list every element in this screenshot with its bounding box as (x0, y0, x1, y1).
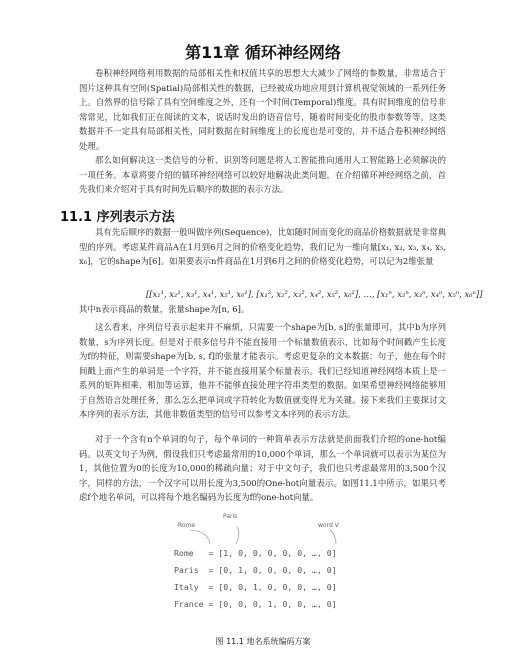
sequence-paragraph-2: 其中n表示商品的数量，张量shape为[n, 6]。 (79, 304, 250, 314)
sequence-paragraph-1: 具有先后顺序的数据一般叫做序列(Sequence)，比如随时间而变化的商品价格数据就是非常典型的序列。考虑某件商品A在1月到6月之间的价格变化趋势，我们记为一维向量[x₁, x₂, x₃, x₄, x₅, x₆]，它的shape为[6]。如果要表示n件商品在1月到6月之间的价格变化趋势，可以记为2维张量 (79, 227, 446, 266)
chapter-title: 第11章 循环神经网络 (185, 43, 341, 62)
intro-paragraph-2: 那么如何解决这一类信号的分析、识别等问题是将人工智能推向通用人工智能路上必须解决的一项任务。本章将要介绍的循环神经网络可以较好地解决此类问题。在介绍循环神经网络之前，首先我们来介绍对于具有时间先后顺序的数据的表示方法。 (79, 155, 446, 194)
tensor-formula: [[x₁¹, x₂¹, x₃¹, x₄¹, x₅¹, x₆¹], [x₁², x₂², x₃², x₄², x₅², x₆²], …, [x₁ⁿ, x₂ⁿ, x₃ⁿ, x₄ⁿ, x₅ⁿ, x₆ⁿ]] (146, 289, 483, 299)
figure-caption: 图 11.1 地名系统编码方案 (215, 637, 311, 646)
vector-row-rome: Rome = [1, 0, 0, 0, 0, 0, …, 0] (174, 548, 337, 558)
intro-paragraph-1: 卷积神经网络利用数据的局部相关性和权值共享的思想大大减少了网络的参数量，非常适合于图片这种具有空间(Spatial)局部相关性的数据，已经被成功地应用到计算机视觉领域的一系列任务上。自然界的信号除了具有空间维度之外，还有一个时间(Temporal)维度。具有时间维度的信号非常常见，比如我们正在阅读的文本，说话时发出的语音信号，随着时间变化的股市参数等等。这类数据并不一定具有局部相关性，同时数据在时间维度上的长度也是可变的，并不适合卷积神经网络处理。 (79, 68, 446, 151)
rome-tag: Rome (178, 522, 196, 529)
section-title: 11.1 序列表示方法 (60, 210, 175, 225)
word-v-tag: word V (318, 522, 339, 529)
vector-row-paris: Paris = [0, 1, 0, 0, 0, 0, …, 0] (174, 565, 337, 575)
sequence-paragraph-4: 对于一个含有n个单词的句子，每个单词的一种简单表示方法就是前面我们介绍的one-hot编码。以英文句子为例，假设我们只考虑最常用的10,000个单词，那么一个单词就可以表示为某位为1，其他位置为0的长度为10,000的稀疏向量；对于中文句子，我们也只考虑最常用的3,500个汉字，同样的方法，一个汉字可以用长度为3,500的One-hot向量表示。如图11.1中所示，如果只考虑f个地名单词，可以将每个地名编码为长度为f的one-hot向量。 (79, 434, 446, 502)
paris-tag: Paris (223, 513, 238, 520)
one-hot-figure (168, 513, 368, 615)
figure-pointer-lines (168, 527, 368, 549)
vector-row-france: France = [0, 0, 0, 1, 0, 0, …, 0] (174, 599, 337, 609)
sequence-paragraph-3: 这么看来，序列信号表示起来并不麻烦，只需要一个shape为[b, s]的张量即可，其中b为序列数量，s为序列长度。但是对于很多信号并不能直接用一个标量数值表示，比如每个时间戳产生长度为f的特征，则需要shape为[b, s, f]的张量才能表示。考虑更复杂的文本数据：句子，他在每个时间戳上面产生的单词是一个字符，并不能直接用某个标量表示。我们已经知道神经网络本质上是一系列的矩阵相乘、相加等运算，他并不能够直接处理字符串类型的数据。如果希望神经网络能够用于自然语言处理任务，那么怎么把单词或字符转化为数值就变得尤为关键。接下来我们主要探讨文本序列的表示方法，其他非数值类型的信号可以参考文本序列的表示方法。 (79, 322, 446, 419)
vector-row-italy: Italy = [0, 0, 1, 0, 0, 0, …, 0] (174, 582, 337, 592)
